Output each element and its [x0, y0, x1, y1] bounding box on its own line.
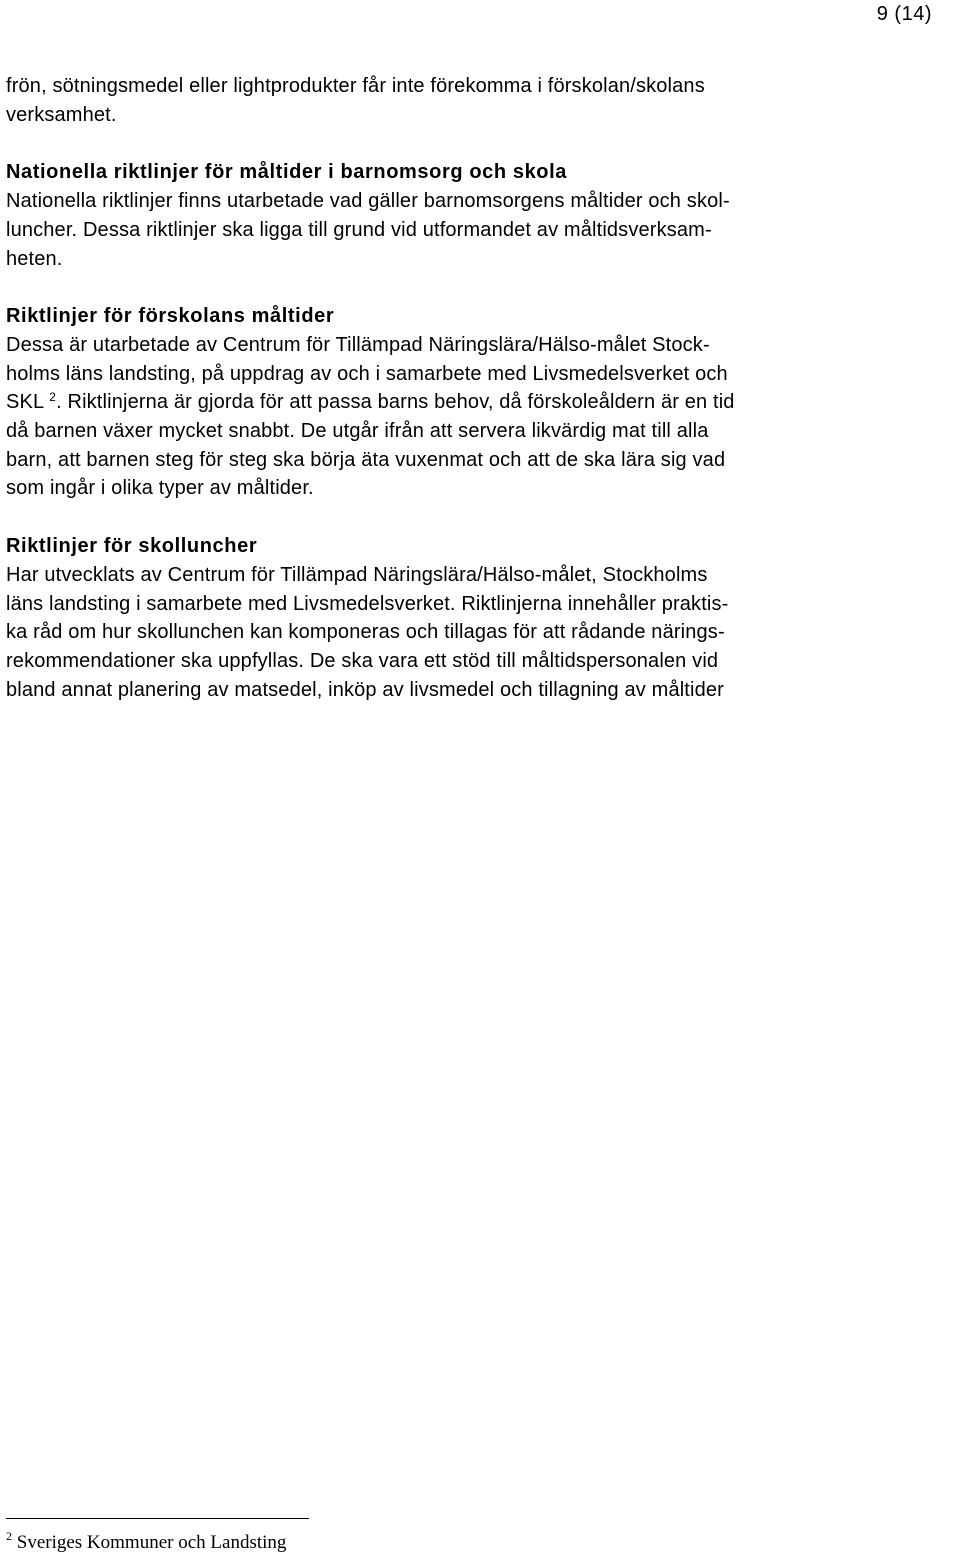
intro-paragraph	[6, 72, 950, 129]
footnote	[6, 1530, 286, 1556]
paragraph-line: bland annat planering av matsedel, inköp av livsmedel och tillagning av måltider	[6, 678, 724, 701]
paragraph-line: som ingår i olika typer av måltider.	[6, 477, 314, 500]
section-heading: Riktlinjer för förskolans måltider	[6, 305, 335, 328]
skl-abbreviation: SKL	[6, 391, 44, 414]
section-heading: Riktlinjer för skolluncher	[6, 535, 258, 558]
document-body	[6, 72, 950, 704]
paragraph-line: barn, att barnen steg för steg ska börja äta vuxenmat och att de ska lära sig vad	[6, 448, 726, 471]
paragraph-line: frön, sötningsmedel eller lightprodukter får inte förekomma i förskolan/skolans	[6, 75, 705, 97]
footnote-reference[interactable]: 2	[49, 390, 57, 405]
footnote-separator	[6, 1518, 309, 1519]
section-national-guidelines	[6, 158, 950, 273]
paragraph-gap	[6, 129, 950, 158]
footnote-text: Sveriges Kommuner och Landsting	[16, 1532, 287, 1553]
page-number: 9 (14)	[876, 3, 932, 25]
paragraph-line: läns landsting i samarbete med Livsmedelsverket. Riktlinjerna innehåller praktis-	[6, 592, 729, 615]
section-preschool-meals	[6, 302, 950, 503]
paragraph-line: verksamhet.	[6, 103, 117, 126]
paragraph-line	[6, 388, 950, 417]
paragraph-line: då barnen växer mycket snabbt. De utgår ifrån att servera likvärdig mat till alla	[6, 420, 709, 443]
paragraph-gap	[6, 273, 950, 302]
paragraph-line: Har utvecklats av Centrum för Tillämpad Näringslära/Hälso-målet, Stockholms	[6, 563, 708, 586]
paragraph-line: Nationella riktlinjer finns utarbetade vad gäller barnomsorgens måltider och skol-	[6, 190, 730, 213]
footnote-number: 2	[6, 1529, 12, 1543]
paragraph-line: heten.	[6, 247, 63, 270]
section-heading: Nationella riktlinjer för måltider i barnomsorg och skola	[6, 161, 567, 184]
paragraph-gap	[6, 503, 950, 532]
paragraph-line: luncher. Dessa riktlinjer ska ligga till grund vid utformandet av måltidsverksam-	[6, 218, 712, 241]
paragraph-line: rekommendationer ska uppfyllas. De ska vara ett stöd till måltidspersonalen vid	[6, 649, 719, 672]
paragraph-line: Dessa är utarbetade av Centrum för Tillämpad Näringslära/Hälso-målet Stock-	[6, 333, 710, 356]
paragraph-line: holms läns landsting, på uppdrag av och i samarbete med Livsmedelsverket och	[6, 362, 728, 385]
paragraph-line: ka råd om hur skollunchen kan komponeras och tillagas för att rådande närings-	[6, 621, 725, 644]
paragraph-text: . Riktlinjerna är gjorda för att passa barns behov, då förskoleåldern är en tid	[56, 391, 735, 414]
section-school-lunches	[6, 532, 950, 704]
